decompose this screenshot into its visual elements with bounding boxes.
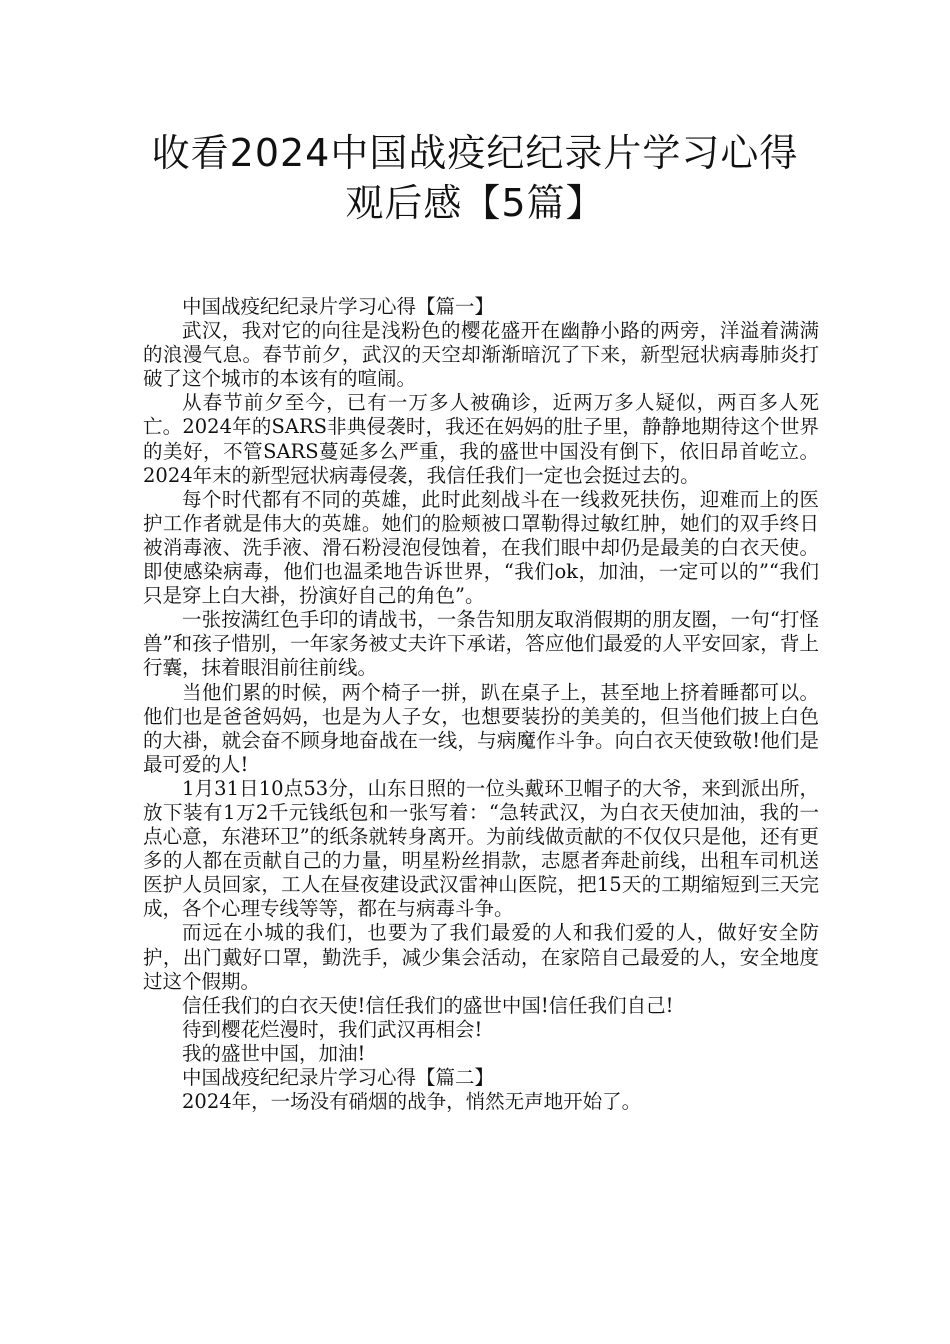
paragraph: 信任我们的白衣天使!信任我们的盛世中国!信任我们自己! [182, 993, 674, 1017]
paragraph: 1月31日10点53分，山东日照的一位头戴环卫帽子的大爷，来到派出所，放下装有1万2千元钱纸包和一张写着：“急转武汉，为白衣天使加油，我的一点心意，东港环卫”的纸条就转身离开。为前线做贡献的不仅仅只是他，还有更多的人都在贡献自己的力量，明星粉丝捐款，志愿者奔赴前线，出租车司机送医护人员回家，工人在昼夜建设武汉雷神山医院，把15天的工期缩短到三天完成，各个心理专线等等，都在与病毒斗争。 [143, 776, 819, 921]
document-body [143, 295, 819, 1114]
paragraph: 从春节前夕至今，已有一万多人被确诊，近两万多人疑似，两百多人死亡。2024年的SARS非典侵袭时，我还在妈妈的肚子里，静静地期待这个世界的美好，不管SARS蔓延多么严重，我的盛世中国没有倒下，依旧昂首屹立。2024年末的新型冠状病毒侵袭，我信任我们一定也会挺过去的。 [143, 391, 819, 487]
paragraph: 每个时代都有不同的英雄，此时此刻战斗在一线救死扶伤，迎难而上的医护工作者就是伟大的英雄。她们的脸颊被口罩勒得过敏红肿，她们的双手终日被消毒液、洗手液、滑石粉浸泡侵蚀着，在我们眼中却仍是最美的白衣天使。即使感染病毒，他们也温柔地告诉世界，“我们ok，加油，一定可以的”“我们只是穿上白大褂，扮演好自己的角色”。 [143, 487, 819, 608]
paragraph: 当他们累的时候，两个椅子一拼，趴在桌子上，甚至地上挤着睡都可以。他们也是爸爸妈妈，也是为人子女，也想要装扮的美美的，但当他们披上白色的大褂，就会奋不顾身地奋战在一线，与病魔作斗争。向白衣天使致敬!他们是最可爱的人! [143, 680, 819, 776]
section-heading: 中国战疫纪纪录片学习心得【篇二】 [182, 1066, 495, 1089]
paragraph: 2024年，一场没有硝烟的战争，悄然无声地开始了。 [182, 1090, 642, 1114]
paragraph: 我的盛世中国，加油! [182, 1041, 366, 1065]
title-line-2: 观后感【5篇】 [345, 181, 605, 225]
paragraph: 而远在小城的我们，也要为了我们最爱的人和我们爱的人，做好安全防护，出门戴好口罩，勤洗手，减少集会活动，在家陪自己最爱的人，安全地度过这个假期。 [143, 921, 819, 993]
document-title [0, 128, 950, 228]
section-heading: 中国战疫纪纪录片学习心得【篇一】 [182, 295, 495, 318]
paragraph: 待到樱花烂漫时，我们武汉再相会! [182, 1017, 483, 1041]
paragraph: 武汉，我对它的向往是浅粉色的樱花盛开在幽静小路的两旁，洋溢着满满的浪漫气息。春节前夕，武汉的天空却渐渐暗沉了下来，新型冠状病毒肺炎打破了这个城市的本该有的喧闹。 [143, 319, 819, 391]
paragraph: 一张按满红色手印的请战书，一条告知朋友取消假期的朋友圈，一句“打怪兽”和孩子惜别，一年家务被丈夫许下承诺，答应他们最爱的人平安回家，背上行囊，抹着眼泪前往前线。 [143, 608, 819, 680]
title-line-1: 收看2024中国战疫纪纪录片学习心得 [151, 131, 799, 175]
